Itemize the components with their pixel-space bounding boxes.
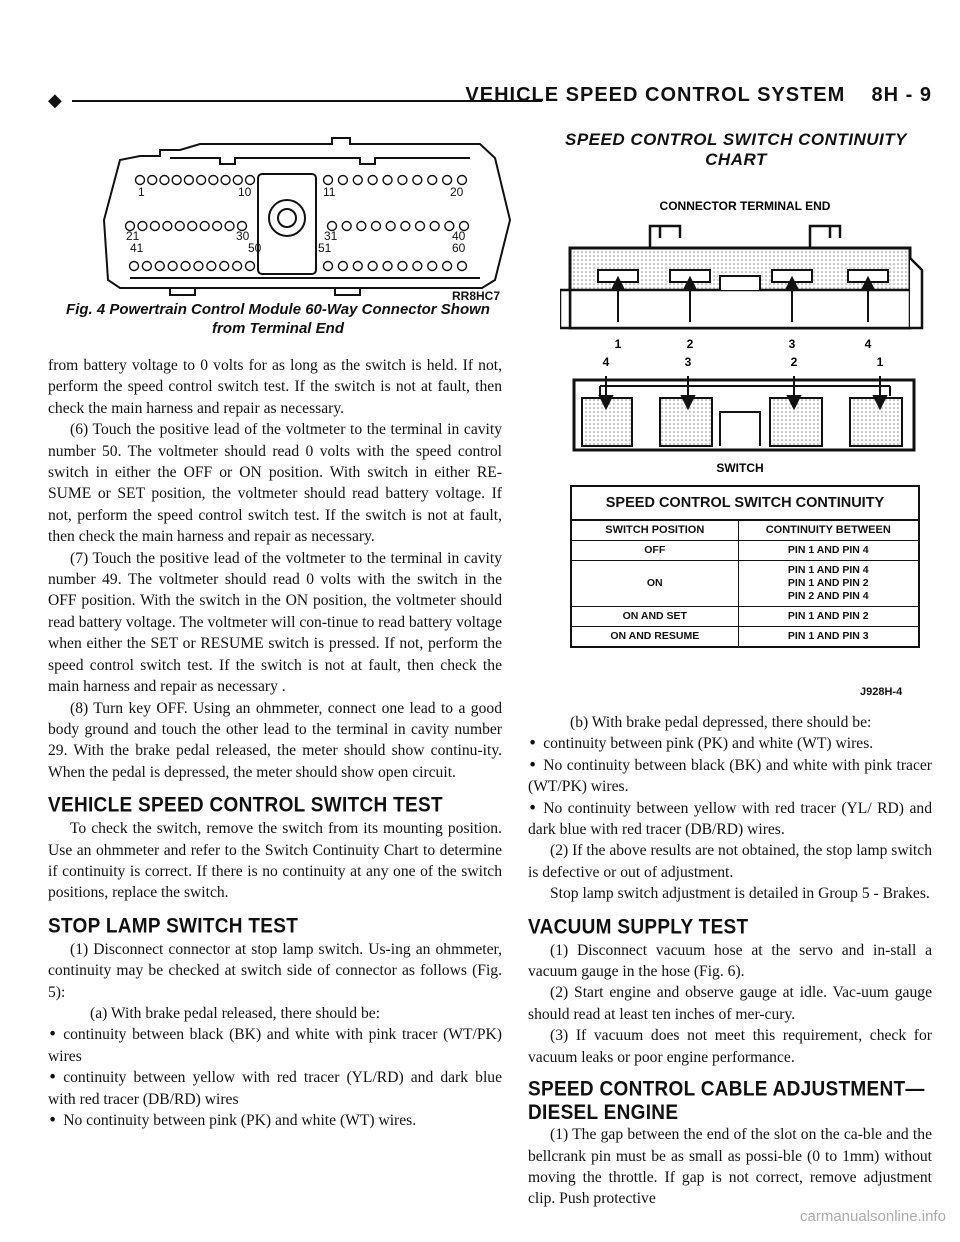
pin-hole	[246, 176, 255, 185]
top-pin-label: 2	[686, 337, 694, 351]
paragraph: from battery voltage to 0 volts for as long as the switch is held. If not, perform the speed control switch test. If the switch is not at fault, then check the main harness and repair as necessary.	[48, 357, 502, 417]
page-title: VEHICLE SPEED CONTROL SYSTEM 8H - 9	[465, 84, 932, 106]
pin-hole	[130, 262, 139, 271]
pin-hole	[342, 222, 351, 231]
table-row	[571, 541, 919, 561]
diamond-icon: ◆	[48, 90, 62, 111]
section-heading: VEHICLE SPEED CONTROL SWITCH TEST	[48, 793, 443, 818]
continuity-value: PIN 1 AND PIN 2	[787, 577, 869, 589]
pin-hole	[383, 262, 392, 271]
paragraph: (2) Start engine and observe gauge at idle. Vac-uum gauge should read at least ten inches of mer-cury.	[528, 984, 932, 1023]
paragraph: Stop lamp switch adjustment is detailed in Group 5 - Brakes.	[550, 885, 930, 903]
paragraph: (1) Disconnect connector at stop lamp switch. Us-ing an ohmmeter, continuity may be checked at switch side of connector as follows (Fig. 5):	[48, 940, 502, 1001]
bullet-item: • No continuity between black (BK) and white with pink tracer (WT/PK) wires.	[528, 755, 932, 798]
pin-label: 40	[452, 229, 466, 243]
continuity-value: PIN 2 AND PIN 4	[787, 590, 869, 602]
pin-hole	[357, 222, 366, 231]
pin-hole	[428, 176, 437, 185]
pin-hole	[220, 262, 229, 271]
pin-hole	[207, 262, 216, 271]
pin-hole	[155, 262, 164, 271]
switch-position: OFF	[571, 541, 738, 561]
paragraph: (7) Touch the positive lead of the voltmeter to the terminal in cavity number 49. The voltmeter should read 0 volts with the switch in the OFF position. With the switch in the ON position, the voltmeter should read battery voltage. The voltmeter will con-tinue to read battery voltage when either the SET or RESUME switch is pressed. If not, perform the speed control switch test. If the switch is not at fault, then check the main harness and repair as necessary .	[48, 549, 502, 696]
pin-hole	[386, 222, 395, 231]
bullet-item: • continuity between pink (PK) and white (WT) wires.	[528, 733, 932, 754]
pin-hole	[233, 262, 242, 271]
connector-label: CONNECTOR TERMINAL END	[659, 199, 831, 213]
paragraph: (8) Turn key OFF. Using an ohmmeter, connect one lead to a good body ground and touch the other lead to the terminal in cavity number 29. With the brake pedal released, the meter should show continu-ity. When the pedal is depressed, the meter should show open circuit.	[48, 699, 502, 781]
pin-hole	[184, 176, 193, 185]
figure-caption: Fig. 4 Powertrain Control Module 60-Way Connector Shown from Terminal End	[66, 301, 490, 337]
table-row	[571, 627, 919, 648]
paragraph: (b) With brake pedal depressed, there should be:	[570, 714, 872, 731]
pin-hole	[188, 222, 197, 231]
pin-label: 41	[130, 241, 144, 255]
pin-hole	[194, 262, 203, 271]
pin-hole	[401, 222, 410, 231]
pin-hole	[398, 176, 407, 185]
table-title: SPEED CONTROL SWITCH CONTINUITY	[571, 486, 919, 520]
pin-hole	[458, 176, 467, 185]
continuity-value: PIN 1 AND PIN 3	[738, 627, 919, 648]
paragraph: (1) Disconnect vacuum hose at the servo and in-stall a vacuum gauge in the hose (Fig. 6).	[528, 941, 932, 981]
pin-hole	[136, 176, 145, 185]
figure-code: RR8HC7	[452, 289, 501, 303]
pin-hole	[353, 262, 362, 271]
column-header: SWITCH POSITION	[571, 520, 738, 541]
pin-hole	[233, 176, 242, 185]
pin-hole	[181, 262, 190, 271]
continuity-value: PIN 1 AND PIN 4	[738, 541, 919, 561]
paragraph: (6) Touch the positive lead of the voltmeter to the terminal in cavity number 50. The voltmeter should read 0 volts with the speed control switch in either the OFF or ON position. With switch in either RE-SUME or SET position, the voltmeter should read battery voltage. If not, perform the speed control switch test. If the switch is not at fault, then check the main harness and repair as necessary.	[48, 421, 502, 546]
pin-hole	[383, 176, 392, 185]
pin-hole	[142, 262, 151, 271]
pin-hole	[338, 262, 347, 271]
pin-hole	[413, 262, 422, 271]
pin-hole	[197, 176, 206, 185]
figure-id: J928H-4	[860, 686, 903, 698]
pin-label: 30	[236, 229, 250, 243]
pin-label: 20	[450, 185, 464, 199]
pin-hole	[200, 222, 209, 231]
bullet-item: • No continuity between yellow with red tracer (YL/ RD) and dark blue with red tracer (DB/RD) wires.	[528, 798, 932, 841]
right-column	[528, 712, 932, 1210]
column-header: CONTINUITY BETWEEN	[738, 520, 919, 541]
pin-hole	[413, 176, 422, 185]
top-pin-label: 3	[788, 337, 796, 351]
pin-hole	[172, 176, 181, 185]
continuity-cell	[738, 561, 919, 607]
pin-hole	[209, 176, 218, 185]
paragraph: (1) The gap between the end of the slot on the ca-ble and the bellcrank pin must be as small as possi-ble (0 to 1mm) without moving the throttle. If gap is not correct, remove adjustment clip. Push protective	[528, 1126, 932, 1208]
top-pin-label: 1	[614, 337, 622, 351]
paragraph: To check the switch, remove the switch from its mounting position. Use an ohmmeter and refer to the Switch Continuity Chart to determine if continuity is correct. If there is no continuity at any one of the switch positions, replace the switch.	[48, 820, 502, 902]
pin-hole	[428, 262, 437, 271]
pin-hole	[213, 222, 222, 231]
pin-hole	[324, 176, 333, 185]
continuity-value: PIN 1 AND PIN 4	[787, 564, 869, 576]
pin-hole	[225, 222, 234, 231]
pin-hole	[353, 176, 362, 185]
section-heading: SPEED CONTROL CABLE ADJUSTMENT—DIESEL ENGINE	[528, 1077, 925, 1125]
watermark: carmanualsonline.info	[800, 1208, 946, 1225]
pin-hole	[148, 176, 157, 185]
chart-title: SPEED CONTROL SWITCH CONTINUITY CHART	[565, 130, 907, 169]
bottom-pin-label: 2	[790, 355, 798, 369]
pcm-connector-figure	[100, 130, 520, 305]
pin-hole	[398, 262, 407, 271]
switch-connector-figure	[560, 190, 930, 480]
pin-hole	[221, 176, 230, 185]
pin-hole	[338, 176, 347, 185]
pin-hole	[416, 222, 425, 231]
bottom-pin-label: 4	[602, 355, 610, 369]
pin-hole	[443, 262, 452, 271]
pin-label: 1	[138, 185, 145, 199]
section-heading: VACUUM SUPPLY TEST	[528, 915, 749, 939]
pin-hole	[324, 262, 333, 271]
pin-hole	[150, 222, 159, 231]
left-column	[48, 355, 502, 1131]
continuity-value: PIN 1 AND PIN 2	[738, 607, 919, 627]
pin-hole	[458, 262, 467, 271]
pin-hole	[160, 176, 169, 185]
continuity-table	[570, 485, 920, 648]
pin-label: 21	[126, 229, 140, 243]
paragraph: (3) If vacuum does not meet this requirement, check for vacuum leaks or poor engine performance.	[528, 1027, 932, 1066]
table-row	[571, 561, 919, 607]
bullet-item: • continuity between yellow with red tracer (YL/RD) and dark blue with red tracer (DB/RD) wires	[48, 1067, 502, 1110]
bullet-item: • continuity between black (BK) and white with pink tracer (WT/PK) wires	[48, 1024, 502, 1067]
paragraph: (a) With brake pedal released, there should be:	[90, 1004, 381, 1022]
switch-label: SWITCH	[716, 461, 764, 475]
bottom-pin-label: 3	[684, 355, 692, 369]
switch-position: ON AND RESUME	[571, 627, 738, 648]
pin-hole	[246, 262, 255, 271]
switch-position: ON AND SET	[571, 607, 738, 627]
bottom-pin-label: 1	[876, 355, 884, 369]
pin-hole	[168, 262, 177, 271]
pin-hole	[372, 222, 381, 231]
table-row	[571, 607, 919, 627]
pin-label: 11	[323, 185, 336, 199]
pin-hole	[175, 222, 184, 231]
paragraph: (2) If the above results are not obtained, the stop lamp switch is defective or out of adjustment.	[528, 842, 932, 881]
section-heading: STOP LAMP SWITCH TEST	[48, 914, 299, 939]
pin-label: 10	[238, 185, 252, 199]
pin-hole	[368, 176, 377, 185]
pin-label: 31	[324, 229, 338, 243]
pin-hole	[163, 222, 172, 231]
pin-label: 60	[452, 241, 466, 255]
switch-position: ON	[571, 561, 738, 607]
pin-hole	[443, 176, 452, 185]
pin-label: 51	[318, 241, 332, 255]
pin-hole	[368, 262, 377, 271]
pin-label: 50	[248, 241, 262, 255]
top-pin-label: 4	[864, 337, 872, 351]
bullet-item: • No continuity between pink (PK) and white (WT) wires.	[48, 1110, 502, 1131]
page-header	[48, 84, 932, 114]
pin-hole	[430, 222, 439, 231]
